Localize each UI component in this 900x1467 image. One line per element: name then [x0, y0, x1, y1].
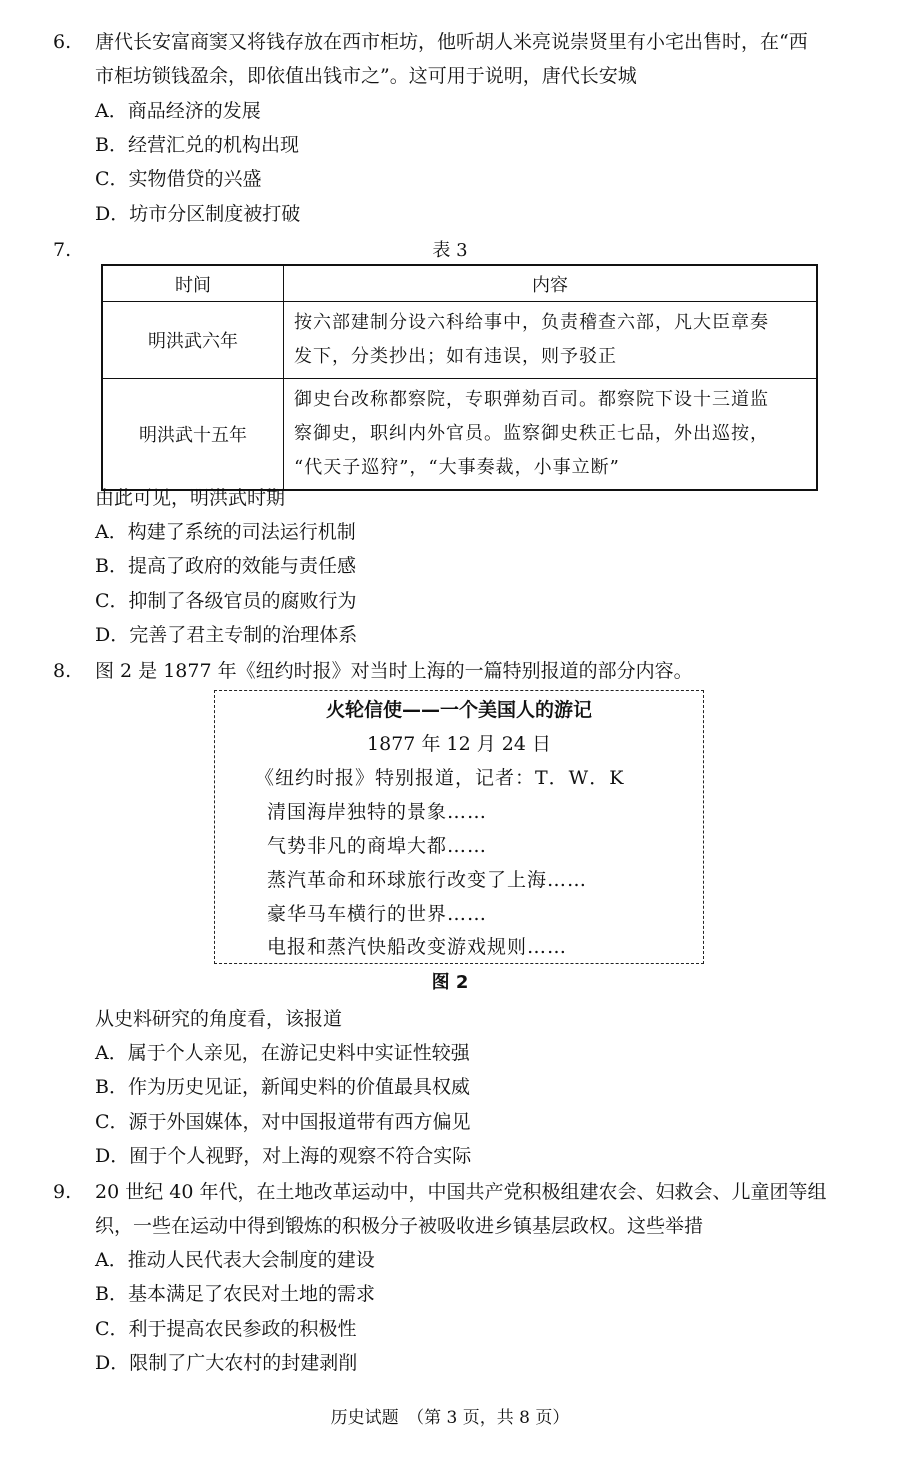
- figure-2-title: 火轮信使——一个美国人的游记: [325, 699, 592, 721]
- question-9-option-b[interactable]: B．基本满足了农民对土地的需求: [95, 1283, 375, 1305]
- question-6-number: 6.: [53, 31, 72, 53]
- table-row-2-time: 明洪武十五年: [102, 379, 284, 491]
- table-row: [102, 379, 817, 491]
- question-8-option-d[interactable]: D．囿于个人视野，对上海的观察不符合实际: [95, 1145, 472, 1167]
- question-6-option-a[interactable]: A．商品经济的发展: [95, 100, 261, 122]
- question-6-option-b[interactable]: B．经营汇兑的机构出现: [95, 134, 299, 156]
- question-7-option-b[interactable]: B．提高了政府的效能与责任感: [95, 555, 356, 577]
- table-row-2-content-line-1: 御史台改称都察院，专职弹劾百司。都察院下设十三道监: [294, 389, 769, 410]
- question-8-option-c[interactable]: C．源于外国媒体，对中国报道带有西方偏见: [95, 1111, 471, 1133]
- question-9-option-d[interactable]: D．限制了广大农村的封建剥削: [95, 1352, 358, 1374]
- table-row-1-content: [284, 302, 818, 379]
- figure-2-line-3: 气势非凡的商埠大都……: [267, 835, 488, 857]
- question-9-option-c[interactable]: C．利于提高农民参政的积极性: [95, 1318, 357, 1340]
- table-header-content: 内容: [284, 265, 818, 302]
- figure-2-line-1: 《纽约时报》特别报道，记者：T．W．K: [255, 767, 625, 789]
- question-6-option-c[interactable]: C．实物借贷的兴盛: [95, 168, 262, 190]
- figure-2-date: 1877 年 12 月 24 日: [367, 733, 551, 755]
- figure-2-line-6: 电报和蒸汽快船改变游戏规则……: [267, 936, 568, 958]
- question-7-number: 7.: [53, 239, 72, 261]
- table-3: [101, 264, 818, 491]
- question-7-option-c[interactable]: C．抑制了各级官员的腐败行为: [95, 590, 357, 612]
- question-8-intro: 图 2 是 1877 年《纽约时报》对当时上海的一篇特别报道的部分内容。: [95, 660, 693, 682]
- question-6-stem-line-1: 唐代长安富商窦又将钱存放在西市柜坊，他听胡人米亮说崇贤里有小宅出售时，在“西: [95, 31, 808, 53]
- question-7-option-a[interactable]: A．构建了系统的司法运行机制: [95, 521, 356, 543]
- table-header-time: 时间: [102, 265, 284, 302]
- table-row-1-time: 明洪武六年: [102, 302, 284, 379]
- question-6-stem-line-2: 市柜坊锁钱盈余，即依值出钱市之”。这可用于说明，唐代长安城: [95, 65, 637, 87]
- table-3-caption: 表 3: [432, 240, 468, 261]
- question-6-option-d[interactable]: D．坊市分区制度被打破: [95, 203, 301, 225]
- table-row-1-content-line-1: 按六部建制分设六科给事中，负责稽查六部，凡大臣章奏: [294, 312, 769, 333]
- table-row-2-content: [284, 379, 818, 491]
- figure-2-caption: 图 2: [431, 972, 469, 993]
- table-row-1-content-line-2: 发下，分类抄出；如有违误，则予驳正: [294, 346, 617, 367]
- question-8-stem: 从史料研究的角度看，该报道: [95, 1008, 343, 1030]
- question-7-stem: 由此可见，明洪武时期: [95, 487, 286, 509]
- question-9-stem-line-2: 织，一些在运动中得到锻炼的积极分子被吸收进乡镇基层政权。这些举措: [95, 1215, 704, 1237]
- figure-2-box: [214, 690, 704, 964]
- table-header-row: [102, 265, 817, 302]
- question-8-option-a[interactable]: A．属于个人亲见，在游记史料中实证性较强: [95, 1042, 470, 1064]
- table-row: [102, 302, 817, 379]
- question-8-number: 8.: [53, 660, 72, 682]
- question-7-option-d[interactable]: D．完善了君主专制的治理体系: [95, 624, 358, 646]
- question-8-option-b[interactable]: B．作为历史见证，新闻史料的价值最具权威: [95, 1076, 470, 1098]
- figure-2-line-4: 蒸汽革命和环球旅行改变了上海……: [267, 869, 588, 891]
- table-row-2-content-line-2: 察御史，职纠内外官员。监察御史秩正七品，外出巡按，: [294, 423, 769, 444]
- question-9-number: 9.: [53, 1181, 72, 1203]
- figure-2-line-5: 豪华马车横行的世界……: [267, 903, 488, 925]
- question-9-option-a[interactable]: A．推动人民代表大会制度的建设: [95, 1249, 375, 1271]
- question-9-stem-line-1: 20 世纪 40 年代，在土地改革运动中，中国共产党积极组建农会、妇救会、儿童团等组: [95, 1181, 827, 1203]
- figure-2-line-2: 清国海岸独特的景象……: [267, 801, 488, 823]
- table-row-2-content-line-3: “代天子巡狩”，“大事奏裁，小事立断”: [294, 457, 620, 478]
- page-footer: 历史试题 （第 3 页，共 8 页）: [330, 1408, 570, 1428]
